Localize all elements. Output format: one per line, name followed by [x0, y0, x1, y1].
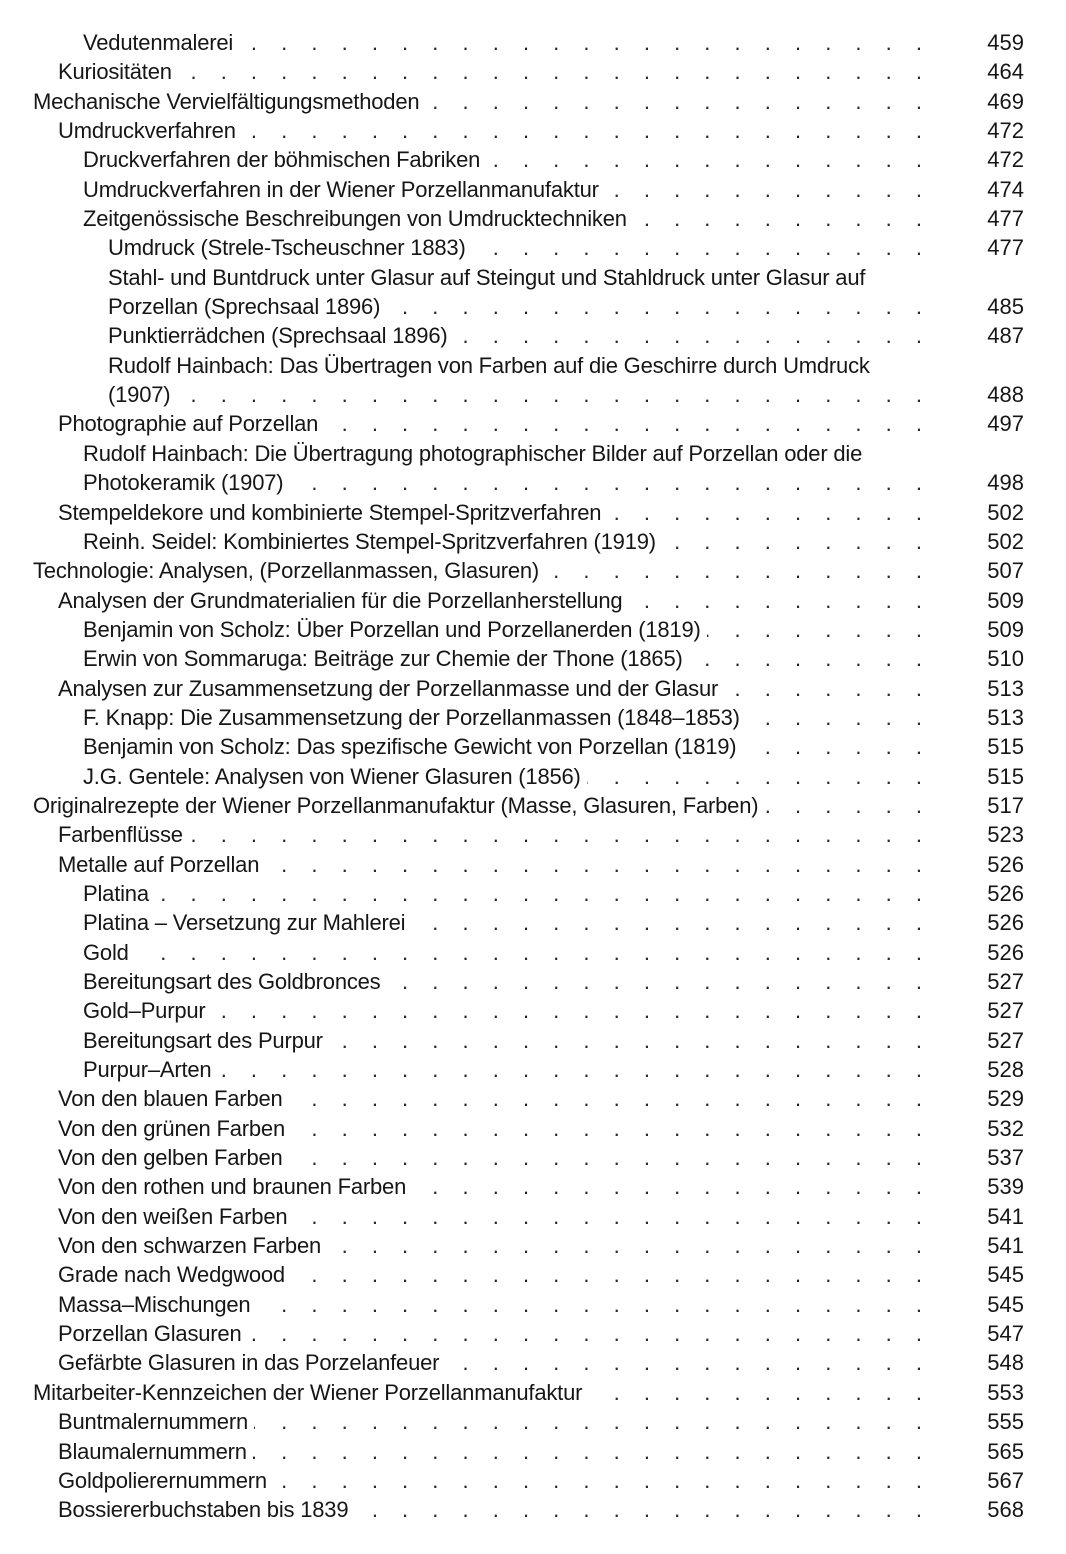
- toc-entry-page-number: 532: [987, 1115, 1024, 1141]
- toc-entry-title: [83, 527, 931, 556]
- toc-entry-title-text: Punktierrädchen (Sprechsaal 1896): [108, 323, 454, 348]
- toc-entry-page-number: 464: [987, 59, 1024, 85]
- toc-entry[interactable]: [0, 498, 1066, 527]
- toc-entry[interactable]: [0, 1407, 1066, 1436]
- toc-entry-title-text: Gefärbte Glasuren in das Porzelanfeuer: [58, 1350, 445, 1375]
- toc-entry-title-text: Von den weißen Farben: [58, 1204, 293, 1229]
- toc-entry-page-number: 539: [987, 1174, 1024, 1200]
- toc-entry-title: [58, 674, 931, 703]
- toc-entry[interactable]: [0, 1114, 1066, 1143]
- toc-entry-page-number: 545: [987, 1291, 1024, 1317]
- toc-entry-title-text: Reinh. Seidel: Kombiniertes Stempel-Spritzverfahren (1919): [83, 529, 662, 554]
- toc-entry-page-number: 485: [987, 294, 1024, 320]
- toc-entry-page-number: 474: [987, 176, 1024, 202]
- toc-entry-title: [58, 57, 931, 86]
- toc-entry[interactable]: [0, 1026, 1066, 1055]
- toc-entry-title-text: Von den schwarzen Farben: [58, 1233, 327, 1258]
- toc-entry-page-number: 510: [987, 646, 1024, 672]
- toc-entry-title-text: Farbenflüsse: [58, 822, 189, 847]
- toc-entry[interactable]: [0, 1202, 1066, 1231]
- toc-entry-title-text: Mitarbeiter-Kennzeichen der Wiener Porzellanmanufaktur: [33, 1380, 588, 1405]
- toc-entry-title-text: Analysen der Grundmaterialien für die Porzellanherstellung: [58, 588, 628, 613]
- toc-entry-page-number: 541: [987, 1233, 1024, 1259]
- toc-entry-page-number: 528: [987, 1057, 1024, 1083]
- toc-entry-title: [83, 762, 931, 791]
- toc-entry-page-number: 526: [987, 910, 1024, 936]
- toc-entry-title-text: Mechanische Vervielfältigungsmethoden: [33, 89, 425, 114]
- toc-entry-page-number: 541: [987, 1203, 1024, 1229]
- toc-entry[interactable]: [0, 1143, 1066, 1172]
- toc-entry-title-text: Platina – Versetzung zur Mahlerei: [83, 910, 411, 935]
- toc-entry-title: [58, 1143, 931, 1172]
- toc-entry-title: [58, 1407, 931, 1436]
- toc-entry-title: [58, 1260, 931, 1289]
- toc-entry-page-number: 472: [987, 118, 1024, 144]
- toc-entry-title: [83, 967, 931, 996]
- toc-entry-title: [83, 908, 931, 937]
- toc-entry-title: [83, 996, 931, 1025]
- toc-entry[interactable]: [0, 1084, 1066, 1113]
- toc-entry-page-number: 565: [987, 1438, 1024, 1464]
- toc-entry-title-text: Photographie auf Porzellan: [58, 411, 324, 436]
- toc-entry[interactable]: [0, 351, 1066, 410]
- toc-entry-title: [58, 498, 931, 527]
- toc-entry-title: [33, 87, 931, 116]
- toc-entry-title: [83, 439, 931, 498]
- toc-entry-title: [58, 850, 931, 879]
- toc-entry-page-number: 459: [987, 30, 1024, 55]
- toc-entry-title-text: Originalrezepte der Wiener Porzellanmanufaktur (Masse, Glasuren, Farben): [33, 793, 764, 818]
- toc-entry[interactable]: [0, 820, 1066, 849]
- toc-entry-title-text: Von den blauen Farben: [58, 1086, 289, 1111]
- toc-entry-title: [108, 351, 931, 410]
- toc-entry-page-number: 523: [987, 822, 1024, 848]
- toc-entry-page-number: 497: [987, 411, 1024, 437]
- toc-entry-title-text: Porzellan Glasuren: [58, 1321, 248, 1346]
- toc-entry-title: [58, 1231, 931, 1260]
- toc-entry[interactable]: [0, 28, 1066, 57]
- toc-entry-title: [58, 116, 931, 145]
- toc-entry-page-number: 509: [987, 616, 1024, 642]
- toc-entry-title-text: Blaumalernummern: [58, 1439, 253, 1464]
- toc-entry-title: [83, 879, 931, 908]
- toc-entry-title: [108, 263, 931, 322]
- toc-entry-title-text: F. Knapp: Die Zusammensetzung der Porzellanmassen (1848–1853): [83, 705, 746, 730]
- toc-entry-title-text: Umdruckverfahren in der Wiener Porzellanmanufaktur: [83, 177, 605, 202]
- toc-entry[interactable]: [0, 233, 1066, 262]
- toc-entry[interactable]: [0, 1055, 1066, 1084]
- toc-entry-title: [58, 1202, 931, 1231]
- toc-entry[interactable]: [0, 263, 1066, 322]
- toc-entry-title-text: Buntmalernummern: [58, 1409, 254, 1434]
- toc-entry-title-text: J.G. Gentele: Analysen von Wiener Glasuren (1856): [83, 764, 587, 789]
- toc-entry-page-number: 547: [987, 1321, 1024, 1347]
- toc-entry[interactable]: [0, 791, 1066, 820]
- toc-entry-page-number: 472: [987, 147, 1024, 173]
- toc-entry-page-number: 568: [987, 1497, 1024, 1523]
- toc-entry[interactable]: [0, 762, 1066, 791]
- toc-entry-title: [58, 409, 931, 438]
- toc-entry-page-number: 498: [987, 470, 1024, 496]
- toc-entry-title: [108, 321, 931, 350]
- toc-entry-title: [58, 1437, 931, 1466]
- toc-entry[interactable]: [0, 615, 1066, 644]
- toc-entry-title-text: Stahl- und Buntdruck unter Glasur auf Steingut und Stahldruck unter Glasur auf Porzellan (Sprechsaal 1896): [108, 264, 866, 320]
- toc-entry-title-text: Benjamin von Scholz: Das spezifische Gewicht von Porzellan (1819): [83, 734, 742, 759]
- toc-entry-title: [33, 791, 931, 820]
- toc-entry-page-number: 527: [987, 1027, 1024, 1053]
- toc-entry-title-text: Benjamin von Scholz: Über Porzellan und Porzellanerden (1819): [83, 617, 707, 642]
- toc-entry-page-number: 529: [987, 1086, 1024, 1112]
- toc-entry[interactable]: [0, 175, 1066, 204]
- toc-entry[interactable]: [0, 1348, 1066, 1377]
- toc-entry-title-text: Erwin von Sommaruga: Beiträge zur Chemie der Thone (1865): [83, 646, 689, 671]
- toc-entry-title: [58, 1084, 931, 1113]
- toc-entry-page-number: 469: [987, 88, 1024, 114]
- toc-entry[interactable]: [0, 938, 1066, 967]
- toc-entry-page-number: 488: [987, 382, 1024, 408]
- toc-entry-title-text: Grade nach Wedgwood: [58, 1262, 291, 1287]
- toc-entry[interactable]: [0, 321, 1066, 350]
- toc-entry[interactable]: [0, 732, 1066, 761]
- toc-entry-page-number: 527: [987, 998, 1024, 1024]
- toc-entry[interactable]: [0, 1260, 1066, 1289]
- toc-entry-page-number: 513: [987, 704, 1024, 730]
- toc-entry-title-text: Gold: [83, 940, 135, 965]
- toc-entry[interactable]: [0, 644, 1066, 673]
- toc-entry[interactable]: [0, 87, 1066, 116]
- toc-entry-title: [58, 586, 931, 615]
- toc-entry-title: [83, 732, 931, 761]
- toc-entry-page-number: 526: [987, 851, 1024, 877]
- toc-entry-page-number: 509: [987, 587, 1024, 613]
- toc-entry-title-text: Bereitungsart des Purpur: [83, 1028, 329, 1053]
- toc-entry[interactable]: [0, 1319, 1066, 1348]
- toc-entry-title: [83, 28, 931, 57]
- toc-entry-title: [108, 233, 931, 262]
- toc-entry[interactable]: [0, 1378, 1066, 1407]
- toc-entry-title: [58, 820, 931, 849]
- toc-entry[interactable]: [0, 1290, 1066, 1319]
- toc-entry-title: [83, 703, 931, 732]
- toc-entry[interactable]: [0, 850, 1066, 879]
- table-of-contents: [0, 28, 1066, 1525]
- toc-entry-page-number: 567: [987, 1467, 1024, 1493]
- toc-entry[interactable]: [0, 204, 1066, 233]
- toc-entry[interactable]: [0, 967, 1066, 996]
- toc-entry[interactable]: [0, 439, 1066, 498]
- toc-entry-title-text: Kuriositäten: [58, 59, 178, 84]
- toc-entry-title-text: Metalle auf Porzellan: [58, 852, 265, 877]
- toc-entry-title: [58, 1114, 931, 1143]
- toc-entry-title-text: Umdruck (Strele-Tscheuschner 1883): [108, 235, 472, 260]
- toc-entry[interactable]: [0, 908, 1066, 937]
- toc-entry-title: [83, 938, 931, 967]
- toc-entry-page-number: 545: [987, 1262, 1024, 1288]
- toc-entry-title-text: Gold–Purpur: [83, 998, 212, 1023]
- toc-entry-title: [83, 1055, 931, 1084]
- toc-entry-page-number: 502: [987, 528, 1024, 554]
- toc-entry-title: [58, 1319, 931, 1348]
- toc-entry-title: [83, 175, 931, 204]
- toc-entry-title: [83, 1026, 931, 1055]
- toc-entry-title-text: Stempeldekore und kombinierte Stempel-Spritzverfahren: [58, 500, 607, 525]
- toc-entry[interactable]: [0, 556, 1066, 585]
- toc-entry-title-text: Rudolf Hainbach: Das Übertragen von Farben auf die Geschirre durch Umdruck (1907): [108, 352, 870, 408]
- toc-entry[interactable]: [0, 1437, 1066, 1466]
- toc-entry[interactable]: [0, 527, 1066, 556]
- toc-entry-title-text: Purpur–Arten: [83, 1057, 217, 1082]
- toc-entry[interactable]: [0, 145, 1066, 174]
- toc-entry-title-text: Bossiererbuchstaben bis 1839: [58, 1497, 354, 1522]
- toc-entry-title: [58, 1290, 931, 1319]
- toc-entry[interactable]: [0, 674, 1066, 703]
- toc-entry-title-text: Analysen zur Zusammensetzung der Porzellanmasse und der Glasur: [58, 676, 724, 701]
- toc-entry-title: [58, 1348, 931, 1377]
- toc-entry-title: [83, 644, 931, 673]
- toc-entry-title: [58, 1466, 931, 1495]
- toc-entry-page-number: 537: [987, 1145, 1024, 1171]
- toc-entry[interactable]: [0, 1495, 1066, 1524]
- toc-entry-title-text: Massa–Mischungen: [58, 1292, 256, 1317]
- toc-entry[interactable]: [0, 703, 1066, 732]
- toc-entry[interactable]: [0, 116, 1066, 145]
- toc-entry[interactable]: [0, 57, 1066, 86]
- toc-entry-page-number: 515: [987, 734, 1024, 760]
- toc-entry-title-text: Vedutenmalerei: [83, 30, 239, 55]
- toc-entry-title-text: Rudolf Hainbach: Die Übertragung photographischer Bilder auf Porzellan oder die Photokeramik (1907): [83, 440, 863, 496]
- toc-entry-page-number: 555: [987, 1409, 1024, 1435]
- toc-entry-title-text: Umdruckverfahren: [58, 118, 242, 143]
- toc-entry-page-number: 527: [987, 969, 1024, 994]
- toc-entry-title: [33, 1378, 931, 1407]
- toc-entry-title: [58, 1172, 931, 1201]
- toc-entry-title: [83, 204, 931, 233]
- toc-entry-title: [58, 1495, 931, 1524]
- toc-entry[interactable]: [0, 996, 1066, 1025]
- toc-entry-title: [83, 615, 931, 644]
- toc-entry-page-number: 487: [987, 323, 1024, 349]
- toc-entry-page-number: 515: [987, 763, 1024, 789]
- toc-entry-title-text: Bereitungsart des Goldbronces: [83, 969, 386, 994]
- toc-entry-title-text: Von den gelben Farben: [58, 1145, 289, 1170]
- toc-entry[interactable]: [0, 409, 1066, 438]
- toc-entry-title-text: Zeitgenössische Beschreibungen von Umdrucktechniken: [83, 206, 633, 231]
- toc-entry-title-text: Technologie: Analysen, (Porzellanmassen, Glasuren): [33, 558, 545, 583]
- toc-entry-title-text: Druckverfahren der böhmischen Fabriken: [83, 147, 486, 172]
- toc-entry[interactable]: [0, 1231, 1066, 1260]
- toc-entry-page-number: 553: [987, 1379, 1024, 1405]
- toc-entry-page-number: 526: [987, 939, 1024, 965]
- toc-entry-title: [83, 145, 931, 174]
- toc-entry-title-text: Goldpolierernummern: [58, 1468, 273, 1493]
- toc-entry-page-number: 477: [987, 206, 1024, 232]
- toc-entry-title-text: Platina: [83, 881, 155, 906]
- toc-entry[interactable]: [0, 879, 1066, 908]
- toc-entry-page-number: 526: [987, 880, 1024, 906]
- toc-entry[interactable]: [0, 586, 1066, 615]
- toc-entry[interactable]: [0, 1172, 1066, 1201]
- toc-entry-page-number: 513: [987, 675, 1024, 701]
- toc-entry-page-number: 502: [987, 499, 1024, 525]
- toc-entry-page-number: 477: [987, 235, 1024, 261]
- toc-entry-page-number: 507: [987, 558, 1024, 584]
- toc-entry-title: [33, 556, 931, 585]
- toc-entry[interactable]: [0, 1466, 1066, 1495]
- toc-entry-title-text: Von den rothen und braunen Farben: [58, 1174, 412, 1199]
- toc-entry-page-number: 548: [987, 1350, 1024, 1376]
- toc-entry-title-text: Von den grünen Farben: [58, 1116, 291, 1141]
- toc-entry-page-number: 517: [987, 792, 1024, 818]
